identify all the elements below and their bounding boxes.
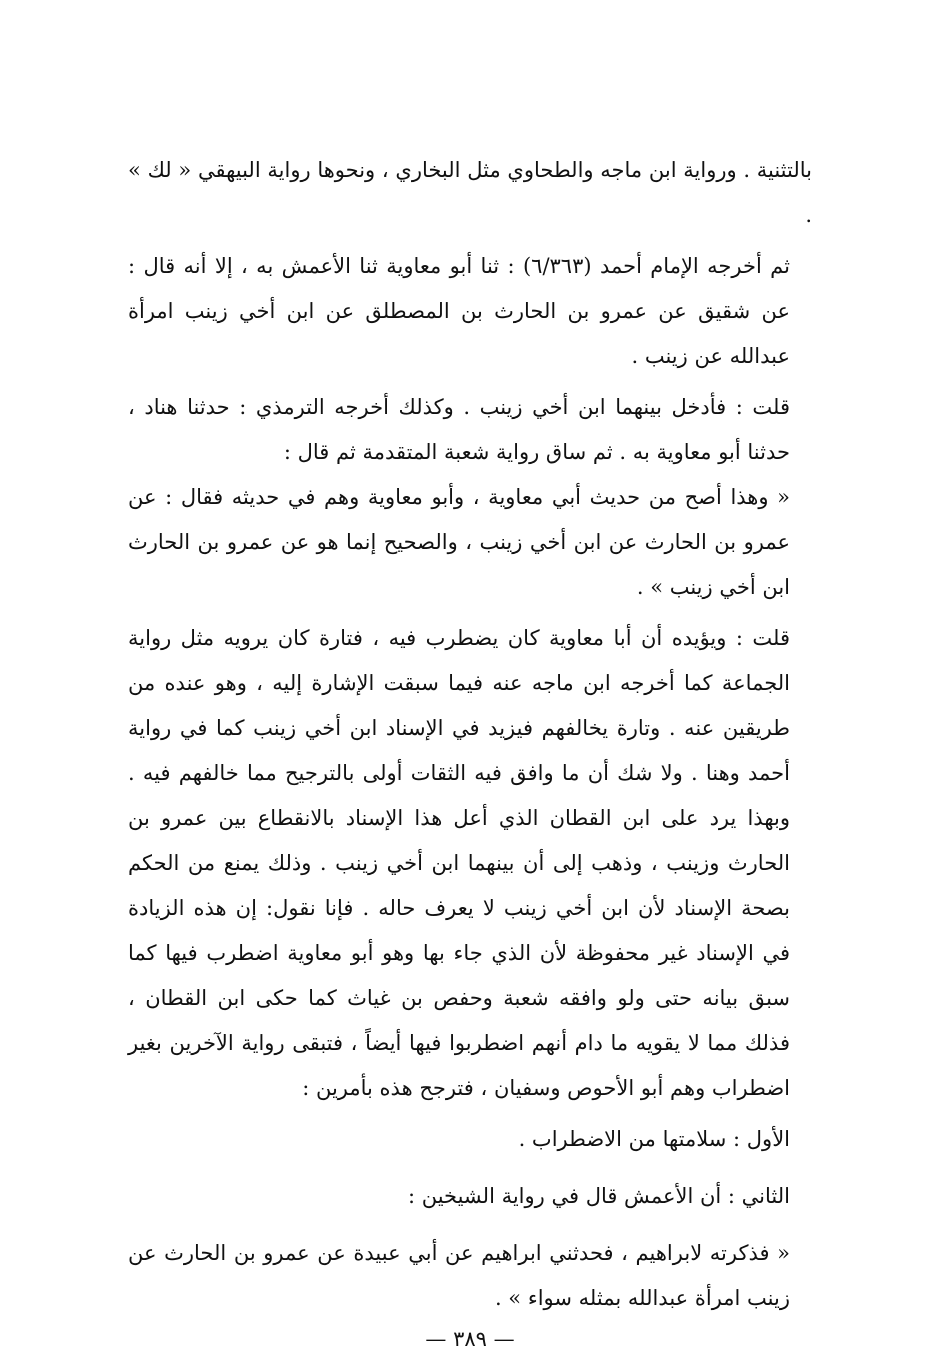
page-text: [128, 148, 812, 1362]
paragraph-7: الثاني : أن الأعمش قال في رواية الشيخين :: [407, 1184, 790, 1208]
paragraph-8-quote: « فذكرته لابراهيم ، فحدثني ابراهيم عن أبي عبيدة عن عمرو بن الحارث عن زينب امرأة عبدالله بمثله سواء » .: [128, 1241, 790, 1310]
paragraph-1: بالتثنية . ورواية ابن ماجه والطحاوي مثل البخاري ، ونحوها رواية البيهقي « لك » .: [128, 158, 812, 227]
page-number: — ٣٨٩ —: [425, 1327, 515, 1351]
paragraph-6: الأول : سلامتها من الاضطراب .: [518, 1127, 790, 1151]
paragraph-3: قلت : فأدخل بينهما ابن أخي زينب . وكذلك أخرجه الترمذي : حدثنا هناد ، حدثنا أبو معاوية به . ثم ساق رواية شعبة المتقدمة ثم قال :: [128, 395, 790, 464]
paragraph-5: قلت : ويؤيده أن أبا معاوية كان يضطرب فيه ، فتارة كان يرويه مثل رواية الجماعة كما أخرجه ابن ماجه عنه فيما سبقت الإشارة إليه ، وهو عنده من طريقين عنه . وتارة يخالفهم فيزيد في الإسناد ابن أخي زينب كما في رواية أحمد وهنا . ولا شك أن ما وافق فيه الثقات أولى بالترجيح مما خالفهم فيه . وبهذا يرد على ابن القطان الذي أعل هذا الإسناد بالانقطاع بين عمرو بن الحارث وزينب ، وذهب إلى أن بينهما ابن أخي زينب . وذلك يمنع من الحكم بصحة الإسناد لأن ابن أخي زينب لا يعرف حاله . فإنا نقول: إن هذه الزيادة في الإسناد غير محفوظة لأن الذي جاء بها وهو أبو معاوية اضطرب فيها كما سبق بيانه حتى ولو وافقه شعبة وحفص بن غياث كما حكى ابن القطان ، فذلك مما لا يقويه ما دام أنهم اضطربوا فيها أيضاً ، فتبقى رواية الآخرين بغير اضطراب وهم أبو الأحوص وسفيان ، فترجح هذه بأمرين :: [128, 626, 790, 1100]
paragraph-2: ثم أخرجه الإمام أحمد (٦/٣٦٣) : ثنا أبو معاوية ثنا الأعمش به ، إلا أنه قال : عن شقيق عن عمرو بن الحارث بن المصطلق عن ابن أخي زينب امرأة عبدالله عن زينب .: [128, 254, 790, 368]
paragraph-4-quote: « وهذا أصح من حديث أبي معاوية ، وأبو معاوية وهم في حديثه فقال : عن عمرو بن الحارث عن ابن أخي زينب ، والصحيح إنما هو عن عمرو بن الحارث ابن أخي زينب » .: [128, 485, 790, 599]
